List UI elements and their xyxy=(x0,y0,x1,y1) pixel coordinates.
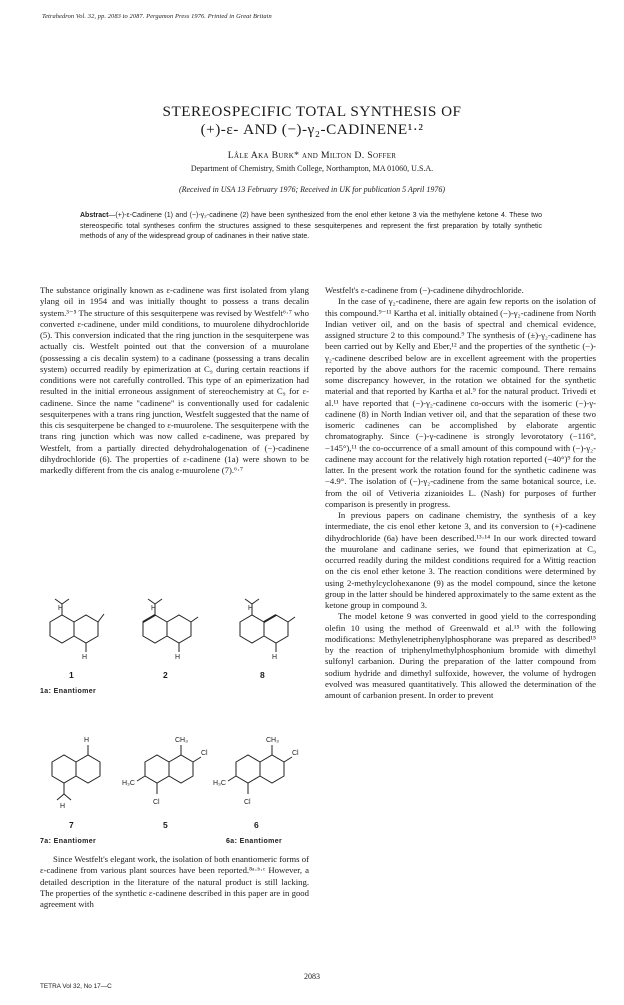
compound-label-6: 6 xyxy=(254,820,259,830)
structure-drawings xyxy=(40,592,309,850)
structure-figure xyxy=(40,592,309,850)
right-paragraph-3: In previous papers on cadinane chemistry, the synthesis of a key intermediate, the cis enol ether ketone 3, and its conversion to (+)-cadinene dihydrochloride (6a) have been described.¹³·¹⁴ In our work directed toward the muurolane and cadinane series, we found that epimerization at C₉ occurred readily during the mildest conditions required for a Wittig reaction on the cis enol ether ketone 3. The reaction conditions were determined by using 2-methylcyclohexanone (9) as the model compound, since the ketone group in the latter should be hindered approximately to the same extent as the ketone group in compound 3. xyxy=(325,510,596,610)
compound-label-7: 7 xyxy=(69,820,74,830)
received-dates: (Received in USA 13 February 1976; Received in UK for publication 5 April 1976) xyxy=(178,185,446,194)
page-number: 2083 xyxy=(304,972,320,981)
compound-label-2: 2 xyxy=(163,670,168,680)
atom-h-label: H xyxy=(82,654,88,661)
authors: Lâle Aka Burk* and Milton D. Soffer xyxy=(227,150,397,161)
abstract xyxy=(80,211,542,243)
atom-h3c-label: H₃C xyxy=(213,780,226,787)
right-paragraph-4: The model ketone 9 was converted in good yield to the corresponding olefin 10 using the method of Greenwald et al.¹⁵ with the following modifications: Methylenetriphenylphosphorane was prepared as described¹⁵ by the reaction of triphenylmethylphosphonium bromide with dimethyl sulfonyl carbanion. During the preparation of the latter compound from sodium hydride and dimethyl sulfoxide, however, the volume of hydrogen evolved was measured quantitatively. This allowed the determination of the amount of carbanion present. In order to prevent xyxy=(325,611,596,700)
atom-h-label: H xyxy=(175,654,181,661)
running-head: Tetrahedron Vol. 32, pp. 2083 to 2087. Pergamon Press 1976. Printed in Great Britain xyxy=(42,13,272,20)
volume-line: TETRA Vol 32, No 17—C xyxy=(40,983,112,990)
right-paragraph-2: In the case of γ₂-cadinene, there are again few reports on the isolation of this compound.⁹⁻¹¹ Kartha et al. initially obtained (−)-γ₂-cadinene from North Indian vetiver oil, and on the basis of spectral and chemical evidence, assigned structure 2 to this compound.⁹ The synthesis of (±)-γ₂-cadinene has been carried out by Kelly and Eber,¹² and the properties of the synthetic (−)-γ₂-cadinene described below are in excellent agreement with the properties reported by the above authors for the racemic compound. There remains some discrepancy however, in the rotation we obtained for the synthetic material and that reported by Kartha et al.⁹ for the natural product. Trivedi et al.¹¹ have reported that (−)-γ₂-cadinene co-occurs with the isomeric (−)-γ-cadinene (8) in North Indian vetiver oil, and that the separation of these two isomeric cadinenes can be accomplished by elaborate argentic chromatography. Since (−)-γ-cadinene is strongly levorotatory (−116°, −145°),¹¹ the co-occurrence of a small amount of this compound with (−)-γ₂-cadinene may account for the relatively high rotation reported (−40°)⁹ for the latter. In the present work the rotation found for the synthetic cadinene was −4.9°. The isolation of (−)-γ₂-cadinene from the same botanical source, i.e. from the oil of Vetiveria zizanioides L. (Nash) for purposes of further comparison is presently in progress. xyxy=(325,296,596,509)
molecule-5-drawing xyxy=(137,745,201,794)
atom-h3c-label: H₃C xyxy=(122,780,135,787)
left-paragraph-1: The substance originally known as ε-cadinene was first isolated from ylang ylang oil in 1954 and was initially thought to possess a trans decalin system.³⁻⁵ The structure of this sesquiterpene was revised by Westfelt⁶·⁷ who converted ε-cadinene, under mild conditions, to muurolene dihydrochloride (5). This conversion indicated that the ring junction in the sesquiterpene was actually cis. Westfelt pointed out that the conversion of a muurolane (possessing a cis decalin system) to a cadinane (possessing a trans decalin system) occurred readily by epimerization at C₉ during certain reactions if conditions were not carefully controlled. This type of an epimerization had resulted in the initial erroneous assignment of stereochemistry at C₉ for ε-cadinene. Since the name "cadinene" is conventionally used for cadalenic sesquiterpenes with a trans ring junction, Westfelt suggested that the name of this cis sesquiterpene be changed to ε-muurolene. The sesquiterpene with the trans ring junction which was now called ε-cadinene, was prepared by Westfelt, from a partially directed dehydrohalogenation of (−)-cadinene dihydrochloride (6). The properties of ε-cadinene (1a) were shown to be markedly different from the cis analog ε-muurolene (7).⁶·⁷ xyxy=(40,285,309,475)
molecule-6-drawing xyxy=(228,745,292,794)
abstract-label: Abstract xyxy=(80,212,109,219)
enantiomer-label-1a: 1a: Enantiomer xyxy=(40,688,97,695)
atom-h-label: H xyxy=(151,605,157,612)
title-line-2: (+)-ε- AND (−)-γ₂-CADINENE¹·² xyxy=(200,121,424,138)
department: Department of Chemistry, Smith College, Northampton, MA 01060, U.S.A. xyxy=(190,164,434,173)
atom-cl-label: Cl xyxy=(244,799,251,806)
compound-label-8: 8 xyxy=(260,670,265,680)
atom-h-label: H xyxy=(60,803,66,810)
atom-h-label: H xyxy=(84,737,90,744)
left-paragraph-2: Since Westfelt's elegant work, the isolation of both enantiomeric forms of ε-cadinene from various plant sources have been reported.⁸ᵃ·ᵇ·ᶜ However, a detailed description in the literature of the natural product is still lacking. The properties of the synthetic ε-cadinene described in this paper are in good agreement with xyxy=(40,854,309,909)
atom-ch3-label: CH₃ xyxy=(175,737,188,744)
atom-h-label: H xyxy=(248,605,254,612)
title-line-1: STEREOSPECIFIC TOTAL SYNTHESIS OF xyxy=(162,103,462,120)
right-paragraph-1: Westfelt's ε-cadinene from (−)-cadinene dihydrochloride. xyxy=(325,285,524,295)
compound-label-5: 5 xyxy=(163,820,168,830)
left-column-top xyxy=(40,285,309,476)
enantiomer-label-7a: 7a: Enantiomer xyxy=(40,838,97,845)
atom-ch3-label: CH₃ xyxy=(266,737,279,744)
enantiomer-label-6a: 6a: Enantiomer xyxy=(226,838,283,845)
atom-cl-label: Cl xyxy=(153,799,160,806)
atom-h-label: H xyxy=(272,654,278,661)
abstract-text: —(+)-ε-Cadinene (1) and (−)-γ₂-cadinene (2) have been synthesized from the enol ether ketone 3 via the methylene ketone 4. These two stereospecific total syntheses confirm the structures assigned to these sesquiterpenes and represent the first preparation by totally synthetic methods of any of the widespread group of cadinanes in their native state. xyxy=(80,212,542,240)
left-column-bottom xyxy=(40,854,309,910)
molecule-7-drawing xyxy=(52,745,100,800)
compound-label-1: 1 xyxy=(69,670,74,680)
atom-cl-label: Cl xyxy=(292,750,299,757)
atom-h-label: H xyxy=(58,605,64,612)
atom-cl-label: Cl xyxy=(201,750,208,757)
right-column xyxy=(325,285,596,701)
